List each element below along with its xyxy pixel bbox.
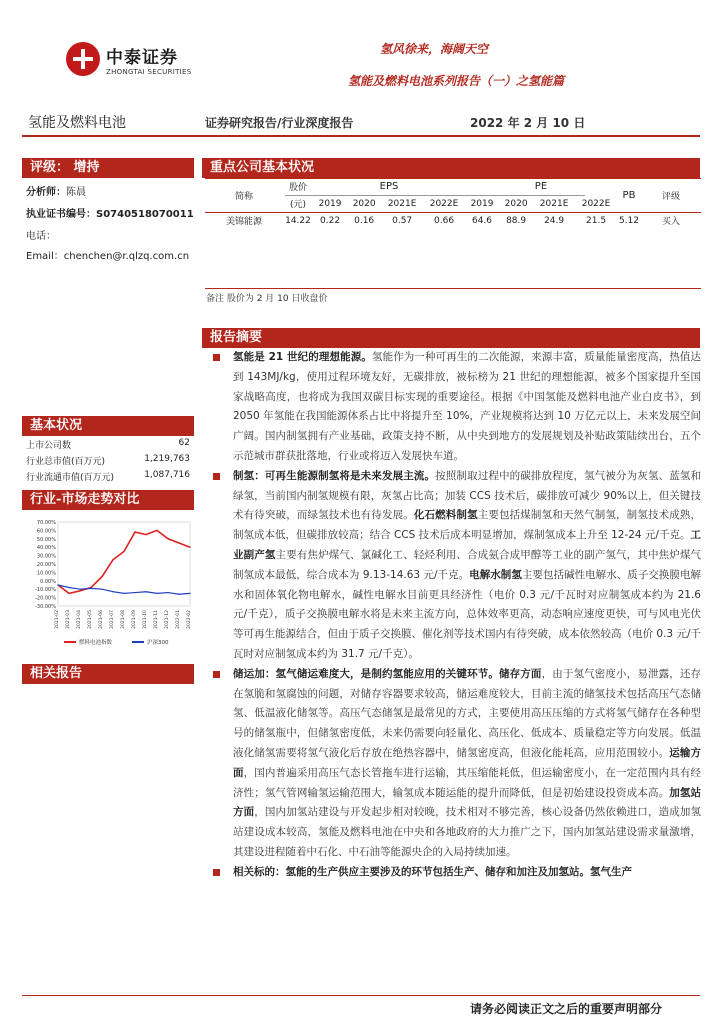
series-point [101,576,102,577]
year-cell: 2022E [581,198,611,209]
cert-line [26,205,194,220]
price-cell: 14.22 [285,215,311,226]
report-slogan: 氢风徐来，海阔天空 [380,42,489,56]
para-keyword: 工业副产氢 [233,529,701,561]
cert-number: S0740518070011 [96,209,194,220]
y-tick-label: 0.00% [40,578,56,585]
para-keyword: 氢能是 21 世纪的理想能源。 [233,351,372,363]
para-keyword: 化石燃料制氢 [413,509,478,522]
bullet-icon [213,354,220,361]
analyst-label: 分析师： [26,187,66,198]
email-address[interactable]: chenchen@r.qlzq.com.cn [63,251,190,262]
series-point [167,592,168,593]
series-point [112,559,113,560]
pe-cell: 24.9 [544,215,565,226]
bullet-icon [213,473,220,480]
series-point [79,589,80,590]
para-text: ，国内普遍采用高压气态长管拖车进行运输，其压缩能耗低，但运输密度小，在一定范围内具有经济性；氢气管网输氢运输范围大，输氢成本随运能的提升而降低，但是初始建设投资成本高。 [233,766,701,799]
col-price-unit: (元) [289,200,307,210]
x-tick-label: 2021-04 [77,610,82,629]
y-tick-label: 20.00% [36,562,56,568]
bullet-icon [213,671,220,678]
year-cell: 2022E [429,198,459,209]
series-point [79,590,80,591]
eps-cell: 0.66 [434,215,455,226]
para-text: ，国内加氢站建设与开发起步相对较晚，技术相对不够完善，核心设备仍然依赖进口，造成加氢站建设成本较高，氢能及燃料电池在中央和各地政府的大力推广之下，国内加氢站建设需求量激增，其建设进程随着中石化、中石油等能源央企的入局持续加速。 [233,806,702,858]
para-text: 氢能的生产供应主要涉及的环节包括生产、储存和加注及加氢站。氢气生产 [285,865,632,878]
y-tick-label: -10.00% [35,587,56,594]
basic-row [26,454,190,467]
footer-divider [22,995,700,996]
para-text: 主要包括煤制氢和天然气制氢，制氢技术成熟，制氢成本低，但碳排放较高；结合 CCS 技术后成本明显增加，煤制氢成本上升至 12-24 元/千克。 [233,509,702,542]
year-cell: 2021E [539,198,569,209]
eps-cell: 0.16 [354,215,375,226]
series-point [90,588,91,589]
year-cell: 2020 [504,198,528,209]
series-point [123,593,124,594]
summary-header: 报告摘要 [202,328,700,348]
report-type: 证券研究报告/行业深度报告 [205,116,354,130]
series-point [101,589,102,590]
para-keyword: 运输方面 [233,746,701,779]
trend-header: 行业-市场走势对比 [22,490,194,510]
para-text: 氢能作为一种可再生的二次能源，来源丰富，质量能量密度高，热值达到 143MJ/kg，使用过程环境友好，无碳排放，被标榜为 21 世纪的理想能源，被多个国家提升至国家战略高度，也将成为我国双碳目标实现的重要途径。根据《中国氢能及燃料电池产业白皮书》，到 2050 年氢能在我国能源体系占比中将提升至 10%，产业规模将达到 10 万亿元以上，未来发展空间广阔。国内制氢拥有产业基础，政策支持不断，从中央到地方的发展规划及补贴政策陆续出台，五个示范城市群获批落地，行业或将迈入发展快车道。 [233,351,701,462]
email-label: Email： [26,251,64,262]
pb-cell: 5.12 [618,215,640,226]
x-tick-label: 2021-08 [121,610,126,629]
col-name: 简称 [234,191,253,202]
cert-label: 执业证书编号： [26,209,96,220]
series-point [112,591,113,592]
series-point [145,591,146,592]
related-reports-header: 相关报告 [22,664,194,684]
series-point [134,592,135,593]
year-cell: 2021E [387,198,417,209]
summary-paragraph [213,863,701,883]
para-keyword: 储存方面 [499,667,542,680]
key-company-header: 重点公司基本状况 [202,158,700,178]
year-cell: 2020 [352,198,376,209]
key-company-table [205,178,701,229]
legend-label: 燃料电池指数 [79,640,113,646]
y-tick-label: 60.00% [36,528,56,535]
table-sub-rule [285,195,585,196]
basic-key: 行业总市值(百万元) [26,457,106,467]
col-rating: 评级 [661,191,680,202]
series-point [156,593,157,594]
basic-row [26,470,190,483]
series-point [156,530,157,531]
pe-cell: 88.9 [506,215,527,226]
year-cell: 2019 [318,198,342,209]
pe-cell: 21.5 [586,215,607,226]
phone-label: 电话： [26,231,56,242]
para-text: ，由于氢气密度小，易泄露，还存在氢脆和氢腐蚀的问题，对储存容器要求较高，储运难度较大，目前主流的储氢技术包括高压气态储氢、低温液化储氢等。高压气态储氢是最常见的方式，主要使用高压压缩的方式将氢气储存在各种型号的储氢瓶中，但储氢密度低，未来仍需要向轻量化、高压化、低成本、质量稳定等方向发展。低温液化储氢需要将氢气液化后存放在绝热容器中，储氢密度高，但液化能耗高，应用范围较小。 [233,667,702,759]
legend-label: 沪深300 [147,640,169,646]
para-keyword: 相关标的： [233,865,286,878]
col-price: 股价 [288,183,307,193]
x-tick-label: 2021-02 [55,610,60,629]
col-eps: EPS [379,181,399,192]
report-date: 2022 年 2 月 10 日 [470,116,586,130]
eps-cell: 0.22 [320,215,341,226]
table-bottom-rule [205,288,701,289]
y-tick-label: 50.00% [36,536,56,543]
series-point [178,542,179,543]
x-tick-label: 2021-03 [66,610,71,629]
series-point [57,584,58,585]
series-point [167,538,168,539]
para-text: 主要有焦炉煤气、氯碱化工、轻烃利用、合成氨合成甲醇等工业的副产氢气，其中焦炉煤气制氢成本最低，综合成本为 9.13-14.63 元/千克。 [233,548,702,581]
col-pe: PE [534,181,548,192]
basic-key: 行业流通市值(百万元) [26,473,115,483]
x-tick-label: 2021-07 [110,610,115,629]
x-tick-label: 2022-02 [187,610,192,629]
x-tick-label: 2021-11 [154,610,159,629]
basic-info-header: 基本状况 [22,416,194,436]
basic-key: 上市公司数 [26,441,72,451]
y-tick-label: 10.00% [36,570,56,577]
summary-paragraph [213,467,701,665]
series-point [145,534,146,535]
table-note: 备注 股价为 2 月 10 日收盘价 [206,294,328,304]
y-tick-label: 30.00% [36,553,56,560]
series-point [123,551,124,552]
summary-body [213,348,701,883]
phone-line [26,227,56,242]
eps-cell: 0.57 [392,215,413,226]
logo-mark-icon [66,42,100,76]
para-keyword: 电解水制氢 [469,568,522,581]
para-keyword: 制氢：可再生能源制氢将是未来发展主流。 [233,469,436,482]
bullet-icon [213,869,220,876]
table-header-row [205,178,701,195]
logo-name-cn: 中泰证券 [106,47,178,68]
pe-cell: 64.6 [471,215,493,226]
trend-chart-svg [24,516,194,650]
company-logo [66,42,192,76]
col-pb: PB [622,189,636,201]
y-tick-label: -30.00% [35,604,56,610]
rating-cell: 买入 [661,217,680,227]
x-tick-label: 2021-05 [88,610,93,629]
basic-row [26,438,190,451]
series-point [189,593,190,594]
summary-paragraph [213,665,701,863]
industry-name: 氢能及燃料电池 [28,115,126,131]
analyst-name: 陈晨 [66,187,86,198]
x-tick-label: 2021-06 [99,610,104,629]
y-tick-label: -20.00% [35,595,56,602]
y-tick-label: 40.00% [36,545,56,552]
trend-chart [24,516,194,650]
x-tick-label: 2022-01 [176,610,181,629]
series-line [58,530,190,593]
table-row [205,212,701,229]
basic-value: 1,219,763 [144,454,190,464]
y-tick-label: 70.00% [36,520,56,526]
x-tick-label: 2021-09 [132,610,137,629]
para-keyword: 加氢站方面 [233,786,701,819]
para-text: 按照制取过程中的碳排放程度，氢气被分为灰氢、蓝氢和绿氢，当前国内制氢规模有限，灰氢占比高；加装 CCS 技术后，碳排放可减少 90%以上，但关键技术有待突破，而绿氢技术也有待发展。 [233,469,702,522]
series-point [68,593,69,594]
series-point [68,587,69,588]
x-tick-label: 2021-10 [143,610,148,629]
series-point [134,531,135,532]
table-header-rule [205,212,701,213]
year-cell: 2019 [470,198,494,209]
header-divider [22,135,700,137]
summary-paragraph [213,348,701,467]
analyst-line [26,183,86,198]
email-line [26,247,189,262]
para-keyword: 储运加：氢气储运难度大，是制约氢能应用的关键环节。 [233,667,499,680]
basic-value: 1,087,716 [144,470,190,480]
series-title: 氢能及燃料电池系列报告（一）之氢能篇 [348,74,565,88]
x-tick-label: 2021-12 [165,610,170,629]
disclaimer-note: 请务必阅读正文之后的重要声明部分 [470,1002,663,1016]
basic-value: 62 [178,438,190,448]
series-point [178,594,179,595]
logo-name-en: ZHONGTAI SECURITIES [106,67,192,76]
company-name[interactable]: 美锦能源 [225,217,262,227]
rating-header: 评级： 增持 [22,158,194,178]
para-text: 主要包括碱性电解水、质子交换膜电解水和固体氧化物电解水，碱性电解水目前更具经济性（电价 0.3 元/千瓦时对应制氢成本约为 21.6 元/千克），质子交换膜电解水将是未来主流方向，总体效率更高，动态响应速度更快，可与风电光伏等可再生能源结合，但由于质子交换膜、催化剂等技术国内有待突破，成本依然较高（电价 0.3 元/千瓦时对应制氢成本约为 31.7 元/千克）。 [233,568,702,660]
series-point [189,547,190,548]
